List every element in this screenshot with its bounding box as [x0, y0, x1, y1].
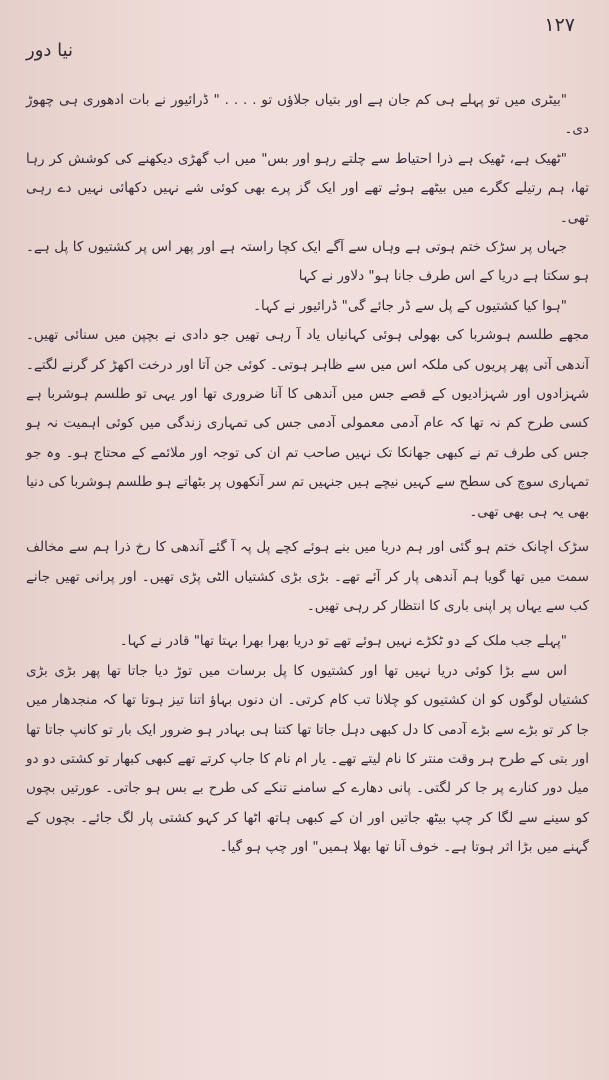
paragraph: "ٹھیک ہے، ٹھیک ہے ذرا احتیاط سے چلتے رہو اور بس" میں اب گھڑی دیکھنے کی کوشش کر رہا تھا، ہم رتیلے کگرے میں بیٹھے ہوئے تھے اور ایک گز پرے بھی کوئی شے نہیں دکھائی نہیں دے رہی تھی۔: [26, 150, 589, 226]
paragraph: "بیٹری میں تو پہلے ہی کم جان ہے اور بتیاں جلاؤں تو . . . . " ڈرائیور نے بات ادھوری ہی چھوڑ دی۔: [26, 92, 589, 138]
paragraph: جہاں پر سڑک ختم ہوتی ہے وہاں سے آگے ایک کچا راستہ ہے اور پھر اس پر کشتیوں کا پل ہے۔ ہو سکتا ہے دریا کے اس طرف جانا ہو" دلاور نے کہا: [26, 239, 589, 285]
running-head: نیا دور: [26, 40, 74, 61]
page-number: ۱۲۷: [544, 14, 575, 36]
paragraph: مجھے طلسم ہوشربا کی بھولی ہوئی کہانیاں یاد آ رہی تھیں جو دادی نے بچپن میں سنائی تھیں۔ آندھی آتی پھر پریوں کی ملکہ اس میں سے ظاہر ہوتی۔ کوئی جن آتا اور درخت اکھڑ کر گرنے لگتے۔ شہزادوں اور شہزادیوں کے قصے جس میں آندھی کا آنا ضروری تھا اور یہی تو طلسم ہوشربا ہے کسی طرح کم نہ تھا کہ عام آدمی معمولی آدمی جس کی تمہاری زندگی میں کوئی اہمیت نہ ہو جس کی طرف تم نے کبھی جھانکا تک نہیں صاحب تم ان کی توجہ اور ملائمے کے محتاج ہو۔ وہ جو تمہاری سوچ کی سطح سے کہیں نیچے ہیں جنہیں تم سر آنکھوں پر بٹھاتے ہو طلسم ہوشربا کی دنیا بھی یہ ہی بھی تھی۔: [26, 327, 589, 520]
paragraph: اس سے بڑا کوئی دریا نہیں تھا اور کشتیوں کا پل برسات میں توڑ دیا جاتا تھا پھر بڑی بڑی کشتیاں لوگوں کو ان کشتیوں کو چلانا تب کام کرتی۔ ان دنوں بہاؤ اتنا تیز ہوتا تھا کہ منجدھار میں جا کر تو بڑے سے بڑے آدمی کا دل کبھی دہل جاتا تھا کتنا ہی بہادر ہو ضرور ایک بار تو کانپ جاتا تھا اور بتی کے طرح ہر وقت منتر کا نام لیتے تھے۔ یار ام نام کا جاپ کرتے تھے کبھی کبھار تو کشتی دو دو میل دور کنارے پر جا کر لگتی۔ پانی دھارے کے سامنے تنکے کی طرح بے بس ہو جاتی۔ عورتیں بچوں کو سینے سے لگا کر چپ بیٹھ جاتیں اور ان کے کبھی ہاتھ اٹھا کر کہو کشتی پار لگ جائے۔ بچوں کے گہنے میں بڑا اثر ہوتا ہے۔ خوف آنا تھا بھلا ہمیں" اور چپ ہو گیا۔: [26, 662, 589, 856]
body-text: [26, 86, 589, 863]
paragraph: "ہوا کیا کشتیوں کے پل سے ڈر جائے گی" ڈرائیور نے کہا۔: [253, 297, 567, 314]
paragraph: "پہلے جب ملک کے دو ٹکڑے نہیں ہوئے تھے تو دریا بھرا بھرا بہتا تھا" قادر نے کہا۔: [119, 633, 567, 650]
paragraph: سڑک اچانک ختم ہو گئی اور ہم دریا میں بنے ہوئے کچے پل پہ آ گئے آندھی کا رخ ذرا ہم سے مخالف سمت میں تھا گویا ہم آندھی پار کر آئے تھے۔ بڑی بڑی کشتیاں الٹی پڑی تھیں۔ اور پرانی تھیں جانے کب سے یہاں پر اپنی باری کا انتظار کر رہی تھیں۔: [26, 539, 589, 614]
